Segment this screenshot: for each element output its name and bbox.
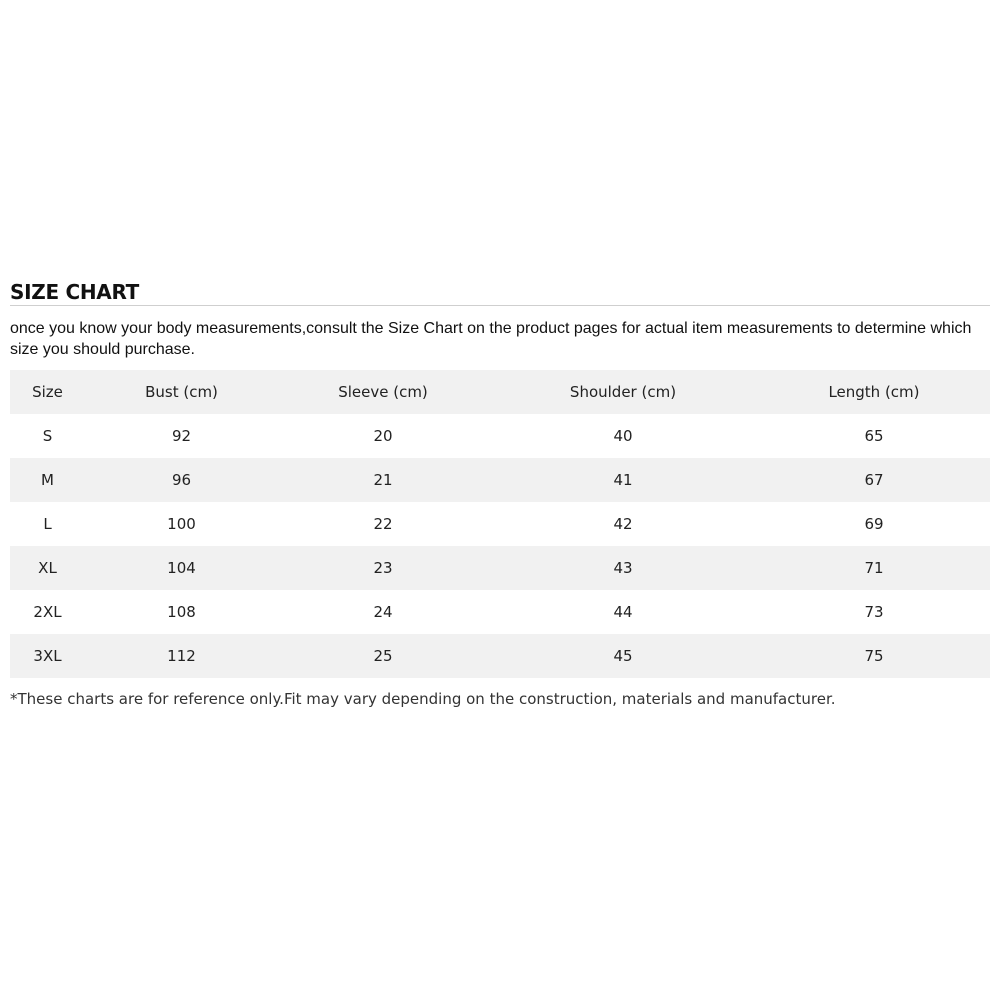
size-chart-table: [10, 370, 990, 678]
cell-length: 69: [864, 515, 884, 533]
cell-sleeve: 20: [373, 427, 393, 445]
cell-sleeve: 21: [373, 471, 393, 489]
cell-shoulder: 43: [613, 559, 633, 577]
intro-text: once you know your body measurements,consult the Size Chart on the product pages for actual item measurements to determine which size you should purchase.: [10, 320, 972, 358]
cell-bust: 96: [171, 471, 192, 489]
table-row: [10, 590, 990, 634]
cell-length: 67: [864, 471, 884, 489]
cell-shoulder: 40: [613, 427, 633, 445]
cell-bust: 92: [171, 427, 192, 445]
cell-sleeve: 22: [373, 515, 393, 533]
cell-size: 3XL: [33, 647, 62, 665]
header-length: Length (cm): [828, 383, 920, 401]
header-bust: Bust (cm): [145, 383, 218, 401]
cell-bust: 112: [167, 647, 196, 665]
cell-sleeve: 24: [373, 603, 393, 621]
table-row: [10, 502, 990, 546]
cell-sleeve: 25: [373, 647, 393, 665]
cell-shoulder: 44: [613, 603, 633, 621]
header-shoulder: Shoulder (cm): [569, 383, 677, 401]
cell-length: 65: [864, 427, 884, 445]
cell-size: S: [42, 427, 53, 445]
cell-size: M: [41, 471, 54, 489]
cell-shoulder: 42: [613, 515, 633, 533]
cell-bust: 100: [167, 515, 196, 533]
header-size: Size: [32, 383, 63, 401]
table-header-row: [10, 370, 990, 414]
header-sleeve: Sleeve (cm): [338, 383, 428, 401]
cell-shoulder: 41: [613, 471, 633, 489]
cell-size: XL: [38, 559, 57, 577]
page-title: SIZE CHART: [10, 280, 140, 304]
table-row: [10, 414, 990, 458]
cell-length: 73: [864, 603, 884, 621]
cell-bust: 104: [167, 559, 196, 577]
cell-size: L: [43, 515, 52, 533]
title-divider: [10, 305, 990, 306]
disclaimer-note: *These charts are for reference only.Fit may vary depending on the construction, materials and manufacturer.: [10, 690, 836, 708]
cell-sleeve: 23: [373, 559, 393, 577]
cell-length: 75: [864, 647, 884, 665]
cell-bust: 108: [167, 603, 196, 621]
table-row: [10, 634, 990, 678]
table-row: [10, 458, 990, 502]
table-row: [10, 546, 990, 590]
cell-size: 2XL: [33, 603, 62, 621]
cell-length: 71: [864, 559, 884, 577]
cell-shoulder: 45: [613, 647, 633, 665]
